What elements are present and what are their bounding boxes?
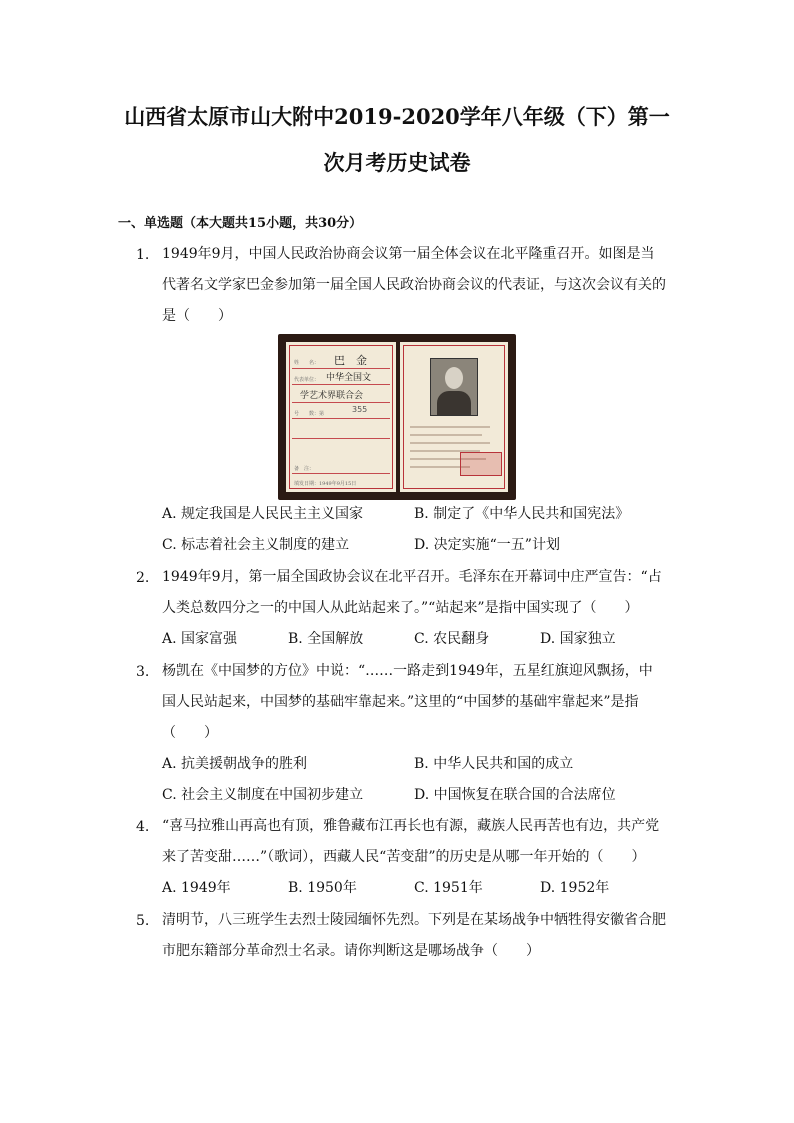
option-d: D. 1952年 [540, 880, 610, 896]
title-line-2: 次月考历史试卷 [323, 150, 471, 175]
option-a: A. 1949年 [162, 880, 231, 896]
option-b: B. 全国解放 [288, 631, 364, 647]
card-left-page [286, 342, 396, 492]
section-heading: 一、单选题（本大题共15小题，共30分） [118, 216, 363, 231]
question-text-line: 1949年9月，中国人民政治协商会议第一届全体会议在北平隆重召开。如图是当 [162, 246, 655, 262]
option-b: B. 制定了《中华人民共和国宪法》 [414, 506, 630, 522]
card-date-label: 填发日期：1949年9月15日 [294, 481, 357, 487]
option-d: D. 国家独立 [540, 631, 616, 647]
option-c: C. 社会主义制度在中国初步建立 [162, 787, 364, 803]
card-unit-value-2: 学艺术界联合会 [300, 391, 364, 401]
question-text-line: 杨凯在《中国梦的方位》中说：“……一路走到1949年，五星红旗迎风飘扬，中 [162, 663, 653, 679]
question-number: 1. [136, 247, 150, 263]
card-name-label: 姓 名： [294, 360, 320, 366]
question-text-line: 清明节，八三班学生去烈士陵园缅怀先烈。下列是在某场战争中牺牲得安徽省合肥 [162, 912, 666, 928]
question-text-line: 1949年9月，第一届全国政协会议在北平召开。毛泽东在开幕词中庄严宣告：“占 [162, 569, 662, 585]
card-name-value: 巴 金 [334, 354, 367, 367]
delegate-card-image [278, 334, 516, 500]
option-b: B. 1950年 [288, 880, 357, 896]
question-text-line: 人类总数四分之一的中国人从此站起来了。”“站起来”是指中国实现了（ ） [162, 600, 639, 616]
card-number-value: 355 [352, 405, 368, 414]
option-a: A. 规定我国是人民民主主义国家 [162, 506, 364, 522]
question-4 [136, 811, 676, 904]
option-b: B. 中华人民共和国的成立 [414, 756, 574, 772]
question-text-line: 来了苦变甜……”（歌词），西藏人民“苦变甜”的历史是从哪一年开始的（ ） [162, 849, 646, 865]
title-line-1: 山西省太原市山大附中2019-2020学年八年级（下）第一 [124, 104, 670, 129]
option-d: D. 中国恢复在联合国的合法席位 [414, 787, 616, 803]
option-d: D. 决定实施“一五”计划 [414, 537, 560, 553]
option-a: A. 抗美援朝战争的胜利 [162, 756, 308, 772]
option-c: C. 农民翻身 [414, 631, 490, 647]
question-text-line: “喜马拉雅山再高也有顶，雅鲁藏布江再长也有源，藏族人民再苦也有边，共产党 [162, 818, 660, 834]
option-a: A. 国家富强 [162, 631, 238, 647]
question-1 [136, 239, 676, 332]
question-text-line: 是（ ） [162, 308, 232, 324]
question-number: 4. [136, 819, 150, 835]
question-number: 3. [136, 664, 150, 680]
question-number: 2. [136, 570, 150, 586]
option-c: C. 1951年 [414, 880, 483, 896]
question-number: 5. [136, 913, 150, 929]
question-1-options [136, 499, 676, 561]
card-unit-label: 代表单位： [294, 377, 320, 383]
card-remark-label: 备 注： [294, 466, 315, 472]
red-seal-stamp [460, 452, 502, 476]
question-5 [136, 905, 676, 967]
card-number-label: 号 数：第 [294, 411, 325, 417]
exam-title [120, 94, 674, 186]
option-c: C. 标志着社会主义制度的建立 [162, 537, 350, 553]
question-3 [136, 656, 676, 811]
question-text-line: （ ） [162, 725, 218, 741]
card-right-page [400, 342, 508, 492]
question-text-line: 国人民站起来，中国梦的基础牢靠起来。”这里的“中国梦的基础牢靠起来”是指 [162, 694, 639, 710]
question-text-line: 市肥东籍部分革命烈士名录。请你判断这是哪场战争（ ） [162, 943, 540, 959]
card-unit-value-1: 中华全国文 [326, 373, 372, 383]
question-text-line: 代著名文学家巴金参加第一届全国人民政治协商会议的代表证，与这次会议有关的 [162, 277, 666, 293]
question-2 [136, 562, 676, 655]
portrait-photo [430, 358, 478, 416]
